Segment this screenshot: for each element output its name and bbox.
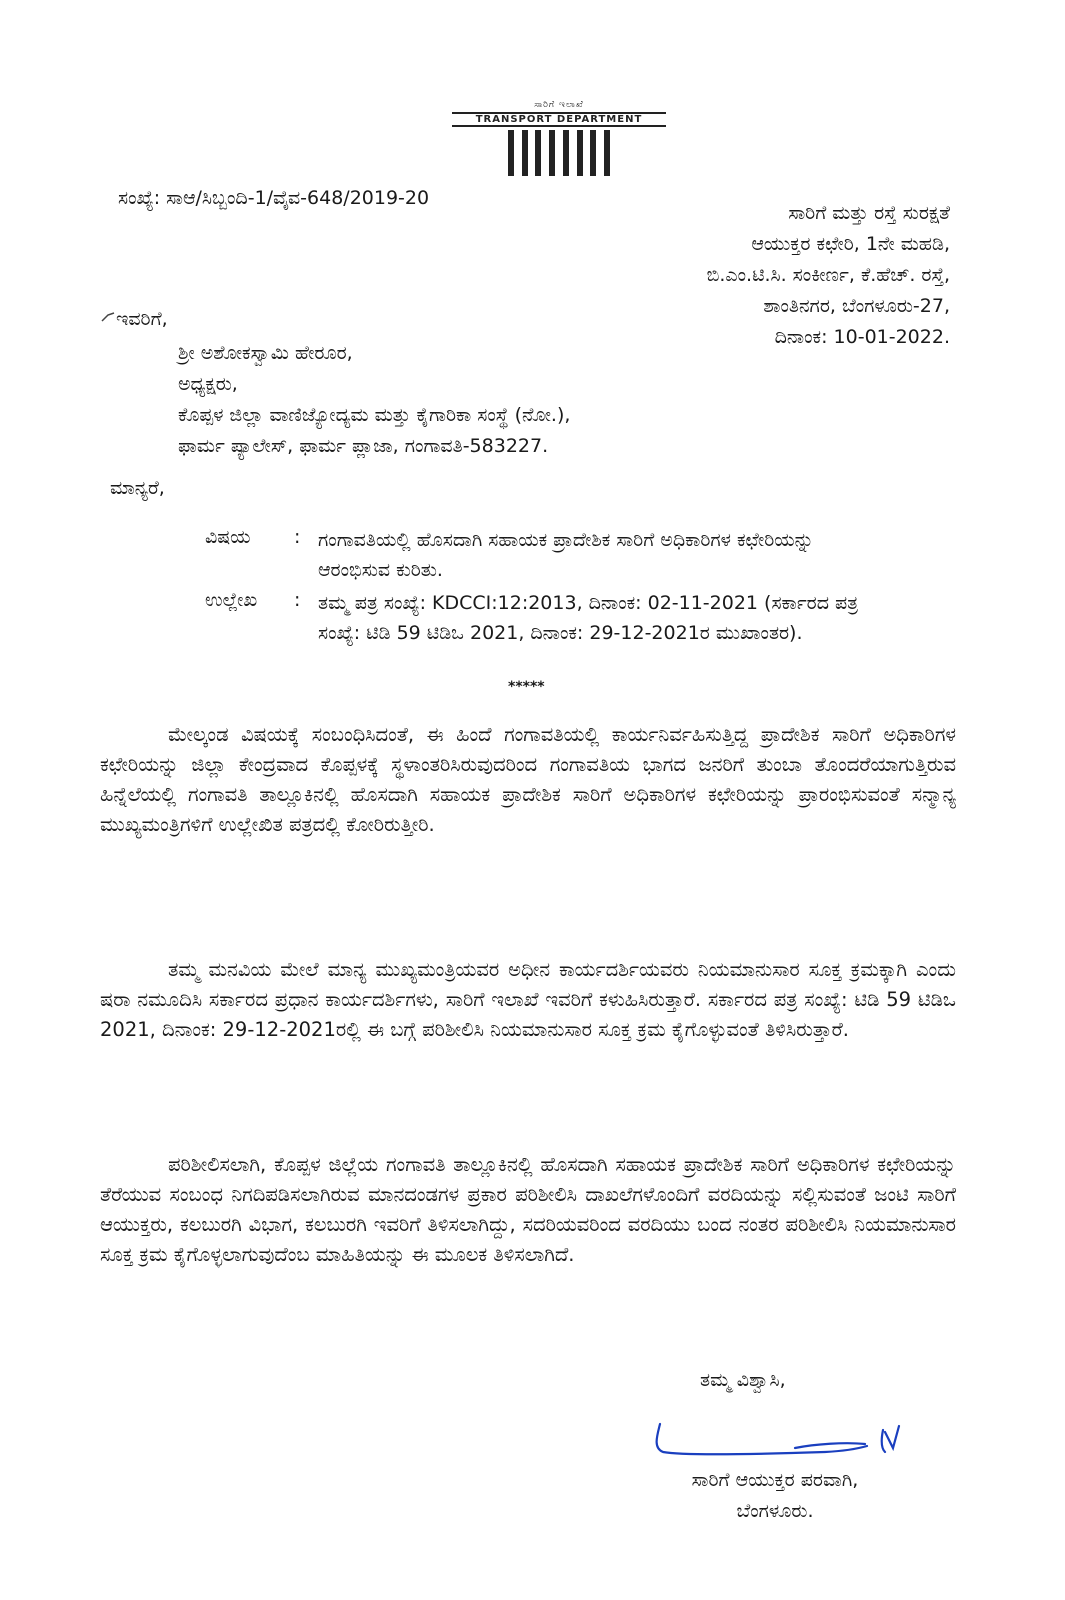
subject-text: ಗಂಗಾವತಿಯಲ್ಲಿ ಹೊಸದಾಗಿ ಸಹಾಯಕ ಪ್ರಾದೇಶಿಕ ಸಾರಿಗೆ ಅಧಿಕಾರಿಗಳ ಕಛೇರಿಯನ್ನು ಆರಂಭಿಸುವ ಕುರಿತು.: [318, 529, 814, 581]
subject-label: ವಿಷಯ: [205, 526, 251, 548]
reference-number: ಸಂಖ್ಯೆ: ಸಾಆ/ಸಿಬ್ಬಂದಿ-1/ವೈವ-648/2019-20: [118, 187, 430, 209]
recipient-designation: ಅಧ್ಯಕ್ಷರು,: [178, 373, 238, 395]
paragraph-text: ಮೇಲ್ಕಂಡ ವಿಷಯಕ್ಕೆ ಸಂಬಂಧಿಸಿದಂತೆ, ಈ ಹಿಂದೆ ಗಂಗಾವತಿಯಲ್ಲಿ ಕಾರ್ಯನಿರ್ವಹಿಸುತ್ತಿದ್ದ ಪ್ರಾದೇಶಿಕ ಸಾರಿಗೆ ಅಧಿಕಾರಿಗಳ ಕಛೇರಿಯನ್ನು ಜಿಲ್ಲಾ ಕೇಂದ್ರವಾದ ಕೊಪ್ಪಳಕ್ಕೆ ಸ್ಥಳಾಂತರಿಸಿರುವುದರಿಂದ ಗಂಗಾವತಿಯ ಭಾಗದ ಜನರಿಗೆ ತುಂಬಾ ತೊಂದರೆಯಾಗುತ್ತಿರುವ ಹಿನ್ನೆಲೆಯಲ್ಲಿ ಗಂಗಾವತಿ ತಾಲ್ಲೂಕಿನಲ್ಲಿ ಹೊಸದಾಗಿ ಸಹಾಯಕ ಪ್ರಾದೇಶಿಕ ಸಾರಿಗೆ ಅಧಿಕಾರಿಗಳ ಕಛೇರಿಯನ್ನು ಪ್ರಾರಂಭಿಸುವಂತೆ ಸನ್ಮಾನ್ಯ ಮುಖ್ಯಮಂತ್ರಿಗಳಿಗೆ ಉಲ್ಲೇಖಿತ ಪತ್ರದಲ್ಲಿ ಕೋರಿರುತ್ತೀರಿ.: [100, 723, 956, 836]
address-line: ಸಾರಿಗೆ ಮತ್ತು ರಸ್ತೆ ಸುರಕ್ಷತೆ: [788, 202, 950, 224]
reference-label: ಉಲ್ಲೇಖ: [205, 589, 258, 611]
signatory-designation: ಸಾರಿಗೆ ಆಯುಕ್ತರ ಪರವಾಗಿ,: [691, 1469, 859, 1491]
reference-colon: :: [294, 589, 301, 611]
separator: *****: [508, 679, 545, 695]
recipient-organisation: ಕೊಪ್ಪಳ ಜಿಲ್ಲಾ ವಾಣಿಜ್ಯೋದ್ಯಮ ಮತ್ತು ಕೈಗಾರಿಕಾ ಸಂಸ್ಥೆ (ನೋ.),: [178, 404, 571, 426]
recipient-name: ಶ್ರೀ ಅಶೋಕಸ್ವಾಮಿ ಹೇರೂರ,: [178, 342, 353, 364]
address-line: ಶಾಂತಿನಗರ, ಬೆಂಗಳೂರು-27,: [763, 295, 950, 317]
logo-english-text: TRANSPORT DEPARTMENT: [452, 112, 666, 127]
closing: ತಮ್ಮ ವಿಶ್ವಾಸಿ,: [700, 1369, 786, 1391]
department-logo: [452, 100, 666, 180]
recipient-address: ಫಾರ್ಮ ಪ್ಯಾಲೇಸ್, ಫಾರ್ಮ ಪ್ಲಾಜಾ, ಗಂಗಾವತಿ-583227.: [178, 435, 549, 457]
subject-colon: :: [294, 526, 301, 548]
sign-off-block: [645, 1465, 905, 1527]
sender-address: [600, 198, 950, 353]
letter-date: ದಿನಾಂಕ: 10-01-2022.: [774, 326, 950, 348]
tick-mark-icon: [100, 307, 116, 327]
body-paragraph: [100, 955, 956, 1045]
signatory-place: ಬೆಂಗಳೂರು.: [736, 1500, 814, 1522]
body-paragraph: [100, 1150, 956, 1270]
paragraph-text: ತಮ್ಮ ಮನವಿಯ ಮೇಲೆ ಮಾನ್ಯ ಮುಖ್ಯಮಂತ್ರಿಯವರ ಅಧೀನ ಕಾರ್ಯದರ್ಶಿಯವರು ನಿಯಮಾನುಸಾರ ಸೂಕ್ತ ಕ್ರಮಕ್ಕಾಗಿ ಎಂದು ಷರಾ ನಮೂದಿಸಿ ಸರ್ಕಾರದ ಪ್ರಧಾನ ಕಾರ್ಯದರ್ಶಿಗಳು, ಸಾರಿಗೆ ಇಲಾಖೆ ಇವರಿಗೆ ಕಳುಹಿಸಿರುತ್ತಾರೆ. ಸರ್ಕಾರದ ಪತ್ರ ಸಂಖ್ಯೆ: ಟಿಡಿ 59 ಟಿಡಿಒ 2021, ದಿನಾಂಕ: 29-12-2021ರಲ್ಲಿ ಈ ಬಗ್ಗೆ ಪರಿಶೀಲಿಸಿ ನಿಯಮಾನುಸಾರ ಸೂಕ್ತ ಕ್ರಮ ಕೈಗೊಳ್ಳುವಂತೆ ತಿಳಿಸಿರುತ್ತಾರೆ.: [100, 958, 956, 1041]
handwritten-signature: [645, 1418, 910, 1468]
recipient-block: [178, 338, 570, 462]
to-label: ಇವರಿಗೆ,: [116, 308, 168, 330]
logo-pillars-icon: [508, 130, 610, 176]
reference-text: ತಮ್ಮ ಪತ್ರ ಸಂಖ್ಯೆ: KDCCI:12:2013, ದಿನಾಂಕ: 02-11-2021 (ಸರ್ಕಾರದ ಪತ್ರ ಸಂಖ್ಯೆ: ಟಿಡಿ 59 ಟಿಡಿಒ 2021, ದಿನಾಂಕ: 29-12-2021ರ ಮುಖಾಂತರ).: [318, 592, 859, 644]
salutation: ಮಾನ್ಯರೆ,: [110, 477, 165, 499]
logo-kannada-text: ಸಾರಿಗೆ ಇಲಾಖೆ: [534, 100, 584, 110]
address-line: ಆಯುಕ್ತರ ಕಛೇರಿ, 1ನೇ ಮಹಡಿ,: [751, 233, 950, 255]
paragraph-text: ಪರಿಶೀಲಿಸಲಾಗಿ, ಕೊಪ್ಪಳ ಜಿಲ್ಲೆಯ ಗಂಗಾವತಿ ತಾಲ್ಲೂಕಿನಲ್ಲಿ ಹೊಸದಾಗಿ ಸಹಾಯಕ ಪ್ರಾದೇಶಿಕ ಸಾರಿಗೆ ಅಧಿಕಾರಿಗಳ ಕಛೇರಿಯನ್ನು ತೆರೆಯುವ ಸಂಬಂಧ ನಿಗದಿಪಡಿಸಲಾಗಿರುವ ಮಾನದಂಡಗಳ ಪ್ರಕಾರ ಪರಿಶೀಲಿಸಿ ದಾಖಲೆಗಳೊಂದಿಗೆ ವರದಿಯನ್ನು ಸಲ್ಲಿಸುವಂತೆ ಜಂಟಿ ಸಾರಿಗೆ ಆಯುಕ್ತರು, ಕಲಬುರಗಿ ವಿಭಾಗ, ಕಲಬುರಗಿ ಇವರಿಗೆ ತಿಳಿಸಲಾಗಿದ್ದು, ಸದರಿಯವರಿಂದ ವರದಿಯು ಬಂದ ನಂತರ ಪರಿಶೀಲಿಸಿ ನಿಯಮಾನುಸಾರ ಸೂಕ್ತ ಕ್ರಮ ಕೈಗೊಳ್ಳಲಾಗುವುದೆಂಬ ಮಾಹಿತಿಯನ್ನು ಈ ಮೂಲಕ ತಿಳಿಸಲಾಗಿದೆ.: [100, 1153, 956, 1266]
body-paragraph: [100, 720, 956, 840]
address-line: ಬಿ.ಎಂ.ಟಿ.ಸಿ. ಸಂಕೀರ್ಣ, ಕೆ.ಹೆಚ್. ರಸ್ತೆ,: [706, 264, 950, 286]
